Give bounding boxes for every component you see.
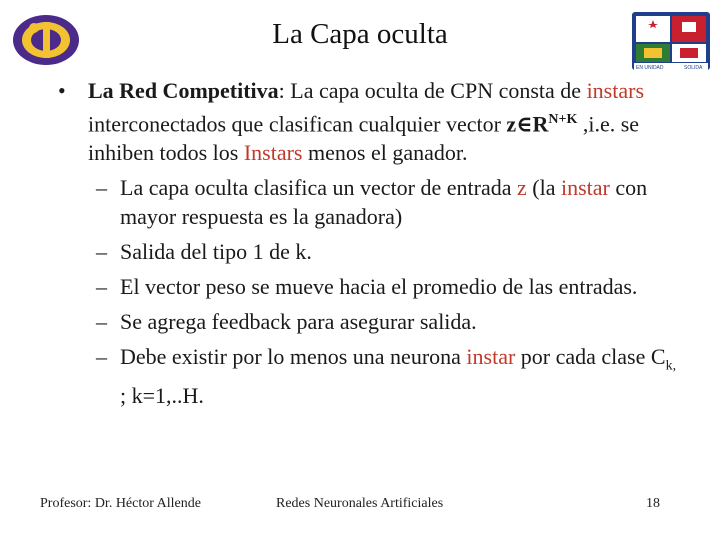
bullet-text-4: menos el ganador. [302, 140, 468, 166]
subitem-text: por cada clase C [515, 344, 666, 370]
subitem-text: con mayor respuesta es la ganadora) [120, 175, 648, 230]
slide-body [58, 76, 678, 410]
bullet-text-3: ,i.e. se inhiben todos los [88, 111, 640, 166]
subitem-2 [58, 237, 678, 266]
logo-right-text: SOLIDA [684, 65, 703, 71]
logo-left-text: EN UNIDAD [636, 65, 664, 71]
word-Instars: Instars [243, 140, 303, 166]
symbol-z: z [506, 111, 517, 137]
subitem-text: ; k=1,..H. [120, 382, 204, 408]
main-bullet [58, 76, 678, 167]
subitem-text: (la [526, 175, 561, 201]
bullet-text-2: interconectados que clasifican cualquier vector [88, 111, 501, 137]
word-instars: instars [586, 78, 645, 103]
subscript-k: k, [665, 358, 677, 374]
dash-marker: – [96, 344, 107, 370]
subitem-3 [58, 272, 678, 301]
bullet-text-1: : La capa oculta de CPN consta de [278, 78, 582, 103]
subitem-1 [58, 173, 678, 231]
slide-title: La Capa oculta [272, 18, 448, 50]
subitem-text: Salida del tipo 1 de k. [120, 239, 312, 265]
red-instar: instar [560, 175, 610, 201]
subitem-text: El vector peso se mueve hacia el promedio de las entradas. [120, 274, 638, 300]
subitem-text: Se agrega feedback para asegurar salida. [120, 309, 477, 335]
footer-course: Redes Neuronales Artificiales [276, 496, 444, 511]
subitem-text: La capa oculta clasifica un vector de entrada [120, 175, 517, 201]
symbol-R: R [532, 111, 549, 137]
subitem-4 [58, 307, 678, 336]
term-competitive-network: La Red Competitiva [88, 78, 279, 103]
subitem-5 [58, 342, 678, 409]
red-instar: instar [466, 344, 516, 370]
symbol-element-of: ∈ [516, 111, 533, 137]
superscript-nk: N+K [548, 112, 578, 127]
dash-marker: – [96, 274, 107, 300]
footer-professor: Profesor: Dr. Héctor Allende [40, 496, 201, 511]
dash-marker: – [96, 175, 107, 201]
subitem-text: Debe existir por lo menos una neurona [120, 344, 467, 370]
page-number: 18 [646, 496, 660, 511]
dash-marker: – [96, 309, 107, 335]
bullet-marker: • [58, 78, 66, 103]
dash-marker: – [96, 239, 107, 265]
red-z: z [517, 175, 527, 201]
